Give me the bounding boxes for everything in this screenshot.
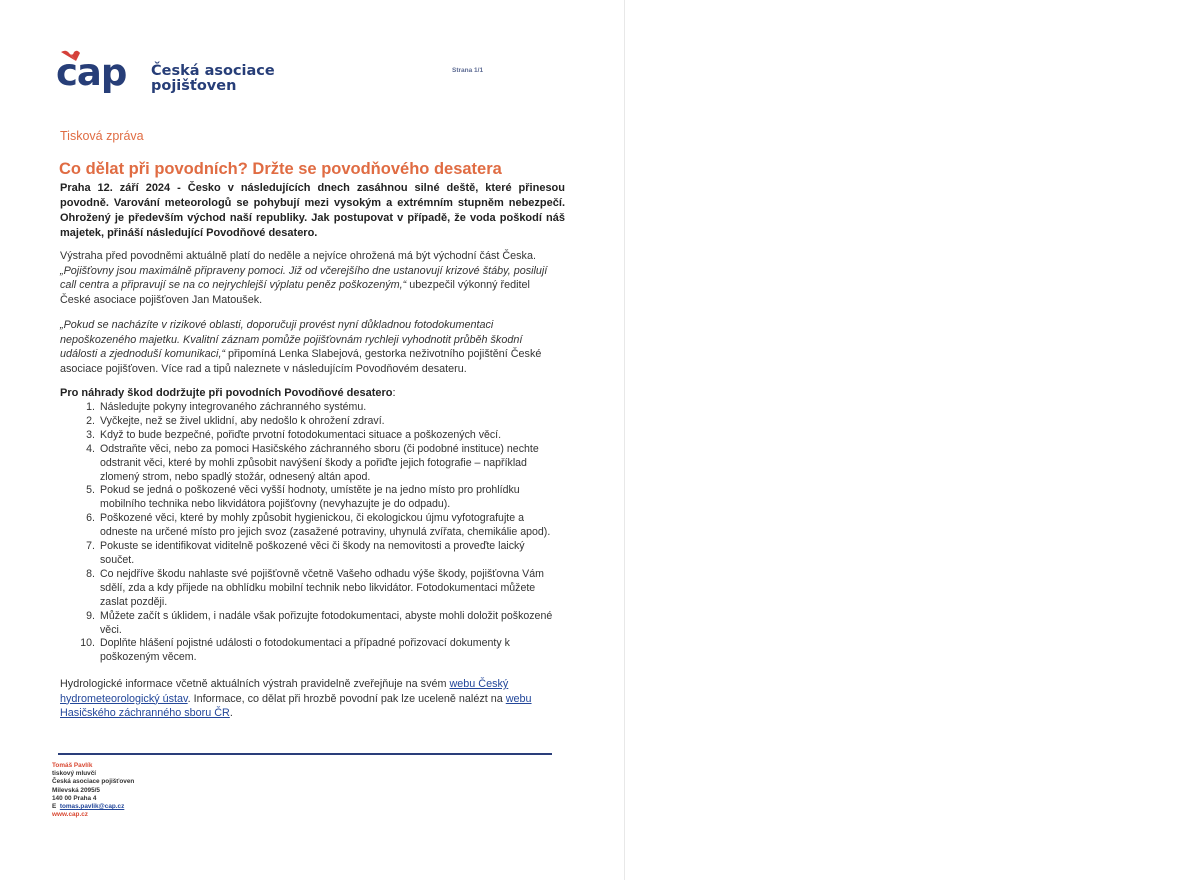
flood-decalogue-list <box>60 401 560 665</box>
info-text-3: . <box>229 707 233 719</box>
list-item <box>60 512 560 540</box>
paragraph-info-links <box>60 677 550 721</box>
page-number: Strana 1/1 <box>452 67 484 74</box>
list-item-number: 10. <box>80 637 95 650</box>
list-item-text: Pokud se jedná o poškozené věci vyšší hodnoty, umístěte je na jedno místo pro prohlídku mobilního technika nebo likvidátora pojišťovny (nevyhazujte je do odpadu). <box>100 484 520 511</box>
contact-email-label: E <box>52 803 57 811</box>
list-item-text: Když to bude bezpečné, pořiďte prvotní fotodokumentaci situace a poškozených věcí. <box>100 428 502 441</box>
list-item <box>60 610 560 638</box>
footer-contact <box>52 762 134 819</box>
hzs-web-link[interactable]: webu Hasičského záchranného sboru ČR <box>60 692 532 719</box>
footer-divider <box>58 753 552 755</box>
svg-text:cap: cap <box>56 51 127 94</box>
list-item-text: Odstraňte věci, nebo za pomoci Hasičského záchranného sboru (či podobné instituce) nechte odstranit věci, které by mohli způsobit navýšení škody a pořiďte jejich fotografie – například zlomený strom, nebo spadlý stožár, odnesený altán apod. <box>100 442 539 483</box>
list-item-number: 9. <box>86 609 95 622</box>
list-item <box>60 429 560 443</box>
paragraph-warning-intro: Výstraha před povodněmi aktuálně platí do neděle a nejvíce ohrožená má být východní část Česka. <box>60 250 536 262</box>
contact-org: Česká asociace pojišťoven <box>52 778 135 786</box>
paragraph-advice-quote: „Pokud se nacházíte v rizikové oblasti, doporučuji provést nyní důkladnou fotodokumentaci nepoškozeného majetku. Kvalitní záznam pomůže pojišťovnám rychleji vyhodnotit průběh škodní události a zjednoduší komunikaci,“ <box>60 319 523 360</box>
contact-name: Tomáš Pavlík <box>52 762 93 769</box>
contact-web-link[interactable]: www.cap.cz <box>52 811 88 819</box>
logo-org-line1: Česká asociace <box>151 63 275 79</box>
list-item-text: Co nejdříve škodu nahlaste své pojišťovně včetně Vašeho odhadu výše škody, pojišťovna Vám sdělí, zda a kdy přijede na obhlídku mobilní technik nebo likvidátor. Fotodokumentaci můžete zaslat později. <box>100 567 544 608</box>
list-item-number: 7. <box>86 540 95 553</box>
list-item-text: Doplňte hlášení pojistné události o fotodokumentaci a případné pořizovací dokumenty k poškozeným věcem. <box>100 637 510 664</box>
list-item-text: Poškozené věci, které by mohly způsobit hygienickou, či ekologickou újmu vyfotografujte a odneste na určené místo pro jejich svoz (zasažené potraviny, uhynulá zvířata, chemikálie apod). <box>100 512 551 539</box>
contact-role: tiskový mluvčí <box>52 770 97 778</box>
list-item-number: 1. <box>86 401 95 413</box>
list-item <box>60 401 560 415</box>
page-title: Co dělat při povodních? Držte se povodňového desatera <box>59 160 502 178</box>
cap-logo <box>56 50 286 102</box>
list-item <box>60 637 560 665</box>
cap-logo-mark <box>56 50 142 102</box>
list-item <box>60 540 560 568</box>
list-item-text: Vyčkejte, než se živel uklidní, aby nedošlo k ohrožení zdraví. <box>100 414 385 427</box>
info-text-1: Hydrologické informace včetně aktuálních výstrah pravidelně zveřejňuje na svém <box>60 678 450 690</box>
logo-org-line2: pojišťoven <box>151 78 237 94</box>
paragraph-warning <box>60 249 560 307</box>
list-heading-text: Pro náhrady škod dodržujte při povodních Povodňové desatero <box>60 387 393 399</box>
page-divider <box>624 0 625 880</box>
list-item-number: 3. <box>86 428 95 441</box>
contact-street: Milevská 2095/5 <box>52 786 100 794</box>
list-item-number: 5. <box>86 484 95 497</box>
paragraph-advice <box>60 318 560 376</box>
list-item <box>60 568 560 610</box>
contact-city: 140 00 Praha 4 <box>52 794 97 802</box>
document-type: Tisková zpráva <box>60 129 144 143</box>
list-item <box>60 415 560 429</box>
contact-email-row <box>52 803 134 811</box>
paragraph-warning-attribution: ubezpečil výkonný ředitel České asociace pojišťoven Jan Matoušek. <box>60 279 530 306</box>
list-item <box>60 484 560 512</box>
list-item-text: Můžete začít s úklidem, i nadále však pořizujte fotodokumentaci, abyste mohli doložit poškozené věci. <box>100 609 553 636</box>
paragraph-warning-quote: „Pojišťovny jsou maximálně připraveny pomoci. Již od včerejšího dne ustanovují krizové štáby, posilují call centra a připravují se na co nejrychlejší výplatu peněz poškozeným,“ <box>60 264 548 291</box>
chmu-web-link[interactable]: webu Český hydrometeorologický ústav <box>60 678 509 705</box>
cap-logo-text <box>151 64 275 94</box>
contact-email-link[interactable]: tomas.pavlik@cap.cz <box>59 803 125 811</box>
list-item-number: 2. <box>86 414 95 427</box>
list-item-text: Následujte pokyny integrovaného záchranného systému. <box>100 401 367 413</box>
lead-paragraph: Praha 12. září 2024 - Česko v následujících dnech zasáhnou silné deště, které přinesou povodně. Varování meteorologů se pohybují mezi vysokým a extrémním stupněm nebezpečí. Ohrožený je především východ naší republiky. Jak postupovat v případě, že voda poškodí náš majetek, přináší následující Povodňové desatero. <box>60 182 565 239</box>
list-item <box>60 443 560 485</box>
list-item-text: Pokuste se identifikovat viditelně poškozené věci či škody na nemovitosti a proveďte laický součet. <box>100 540 525 566</box>
paragraph-advice-attribution: připomíná Lenka Slabejová, gestorka neživotního pojištění České asociace pojišťoven. Více rad a tipů naleznete v následujícím Povodňovém desateru. <box>60 348 542 375</box>
list-heading <box>60 387 396 399</box>
list-item-number: 6. <box>86 512 95 525</box>
list-heading-suffix: : <box>392 387 396 399</box>
list-item-number: 4. <box>86 442 95 455</box>
list-item-number: 8. <box>86 567 95 580</box>
info-text-2: . Informace, co dělat při hrozbě povodní pak lze uceleně nalézt na <box>187 692 506 705</box>
